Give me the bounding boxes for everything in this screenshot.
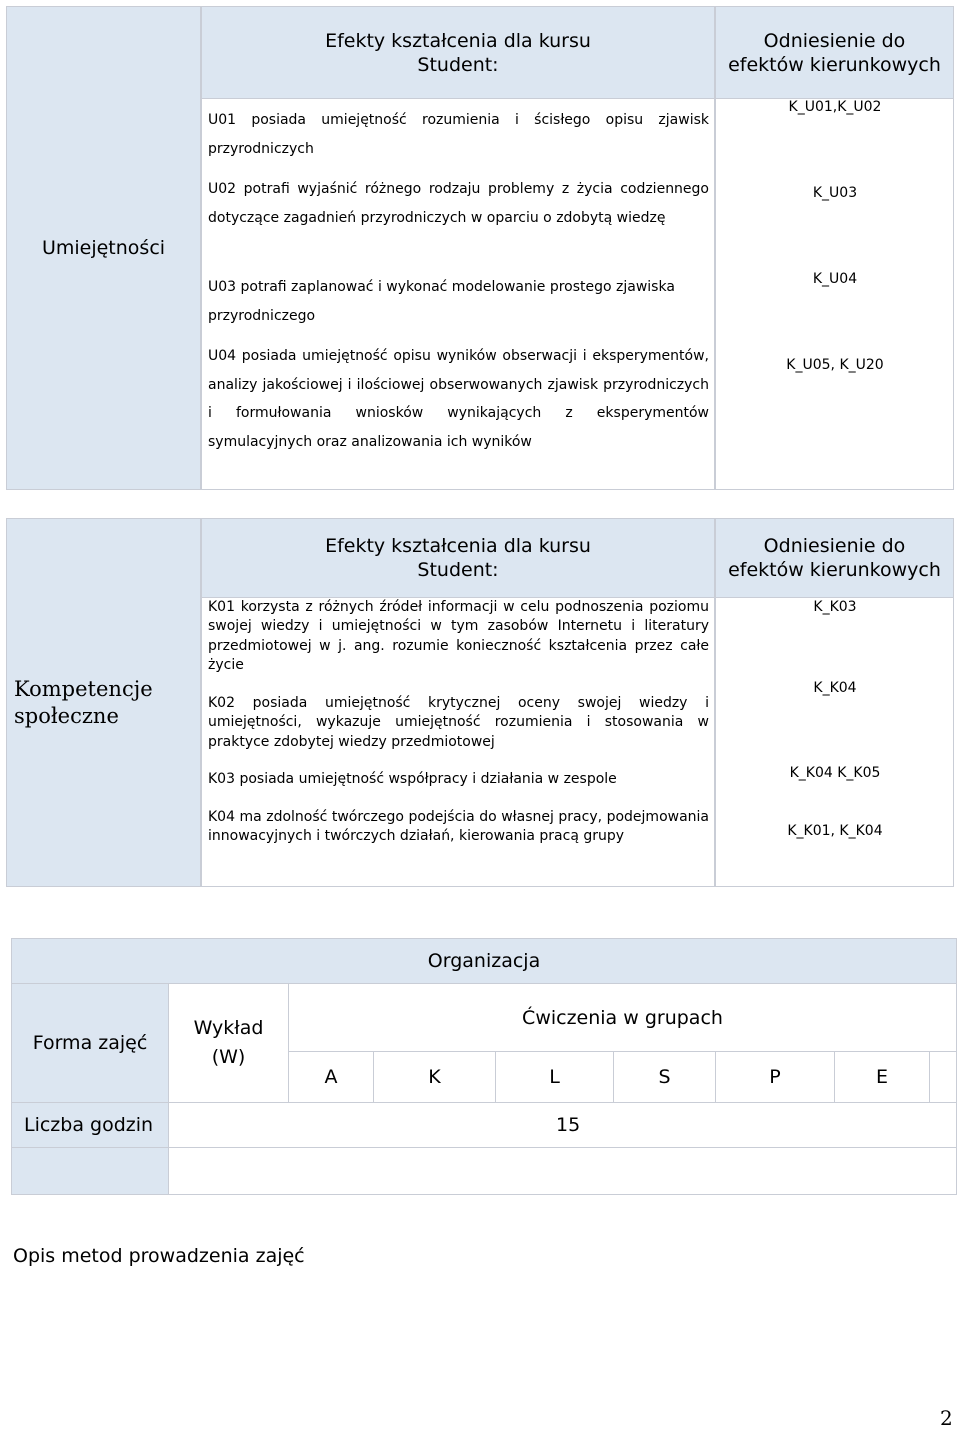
organization-title-cell (11, 938, 957, 984)
skills-refs-header (715, 6, 954, 99)
social-refs-body (715, 597, 954, 887)
social-row-text: K01 korzysta z różnych źródeł informacji w celu podnoszenia poziomu swojej wiedzy i umiejętności w tym zasobów Internetu i literatury przedmiotowej w j. ang. rozumie konieczność kształcenia przez całe życie (208, 599, 709, 674)
form-label-cell (11, 983, 169, 1103)
skill-row-text: U02 potrafi wyjaśnić różnego rodzaju problemy z życia codziennego dotyczące zagadnień przyrodniczych w oparciu o zdobytą wiedzę (208, 181, 709, 226)
skills-category-cell (6, 6, 201, 490)
skill-row-code: K_U03 (812, 185, 858, 201)
hours-value: 15 (556, 1114, 581, 1136)
methods-title: Opis metod prowadzenia zajęć (13, 1245, 305, 1267)
exercises-label: Ćwiczenia w grupach (522, 1006, 723, 1029)
group-cell-extra (929, 1051, 957, 1103)
skills-refs-header-line2: efektów kierunkowych (728, 53, 941, 76)
empty-row-label-cell (11, 1147, 169, 1195)
group-letter: P (769, 1066, 781, 1088)
social-row-text: K03 posiada umiejętność współpracy i działania w zespole (208, 771, 617, 787)
hours-label: Liczba godzin (24, 1114, 154, 1136)
organization-title: Organizacja (427, 950, 541, 972)
group-cell-k (373, 1051, 496, 1103)
social-row-text: K02 posiada umiejętność krytycznej oceny swojej wiedzy i umiejętności, wykazuje umiejętność rozumienia i stosowania w praktyce zdobytej wiedzy przedmiotowej (208, 695, 709, 750)
social-refs-header-line1: Odniesienie do (763, 535, 906, 557)
skill-row-code: K_U01,K_U02 (788, 99, 882, 115)
group-letter: A (324, 1066, 338, 1088)
group-letter: K (428, 1066, 441, 1088)
group-cell-l (495, 1051, 614, 1103)
lecture-label-line2: (W) (211, 1046, 246, 1068)
social-effects-header (201, 518, 715, 598)
skill-row-text: U01 posiada umiejętność rozumienia i ścisłego opisu zjawisk przyrodniczych (208, 112, 709, 157)
social-effects-header-line2: Student: (417, 559, 499, 581)
lecture-label-line1: Wykład (193, 1017, 264, 1039)
hours-values-cell (168, 1102, 957, 1148)
skills-effects-header-line2: Student: (417, 53, 499, 76)
group-letter: L (549, 1066, 560, 1088)
form-label: Forma zajęć (32, 1032, 148, 1054)
exercises-header-cell (288, 983, 957, 1052)
skill-row-text: U04 posiada umiejętność opisu wyników obserwacji i eksperymentów, analizy jakościowej i ilościowej obserwowanych zjawisk przyrodniczych i formułowania wniosków wynikających z eksperymentów symulacyjnych oraz analizowania ich wyników (208, 348, 709, 450)
social-refs-header-line2: efektów kierunkowych (728, 559, 941, 581)
hours-label-cell (11, 1102, 169, 1148)
group-letter: E (875, 1066, 888, 1088)
lecture-header-cell (168, 983, 289, 1103)
social-effects-header-line1: Efekty kształcenia dla kursu (325, 535, 591, 557)
social-category-line2: społeczne (14, 703, 119, 728)
social-refs-header (715, 518, 954, 598)
social-row-code: K_K01, K_K04 (787, 823, 883, 839)
skill-row-code: K_U04 (812, 271, 858, 287)
social-row-code: K_K03 (813, 599, 857, 615)
group-cell-s (613, 1051, 716, 1103)
empty-row-values-cell (168, 1147, 957, 1195)
group-cell-a (288, 1051, 374, 1103)
skill-row-text: U03 potrafi zaplanować i wykonać modelowanie prostego zjawiska przyrodniczego (208, 279, 675, 324)
group-cell-e (834, 1051, 930, 1103)
skills-refs-header-line1: Odniesienie do (763, 29, 906, 52)
group-cell-p (715, 1051, 835, 1103)
social-category-cell (6, 518, 201, 887)
skill-row-code: K_U05, K_U20 (786, 357, 884, 373)
social-row-code: K_K04 (813, 680, 857, 696)
page-number: 2 (940, 1406, 953, 1430)
group-letter: S (658, 1066, 671, 1088)
skills-effects-header (201, 6, 715, 99)
skills-refs-body (715, 98, 954, 490)
social-row-text: K04 ma zdolność twórczego podejścia do własnej pracy, podejmowania innowacyjnych i twórczych działań, kierowania pracą grupy (208, 809, 709, 845)
social-category-line1: Kompetencje (14, 676, 153, 701)
social-row-code: K_K04 K_K05 (789, 765, 881, 781)
skills-category-label: Umiejętności (41, 237, 166, 259)
skills-effects-header-line1: Efekty kształcenia dla kursu (325, 29, 591, 52)
